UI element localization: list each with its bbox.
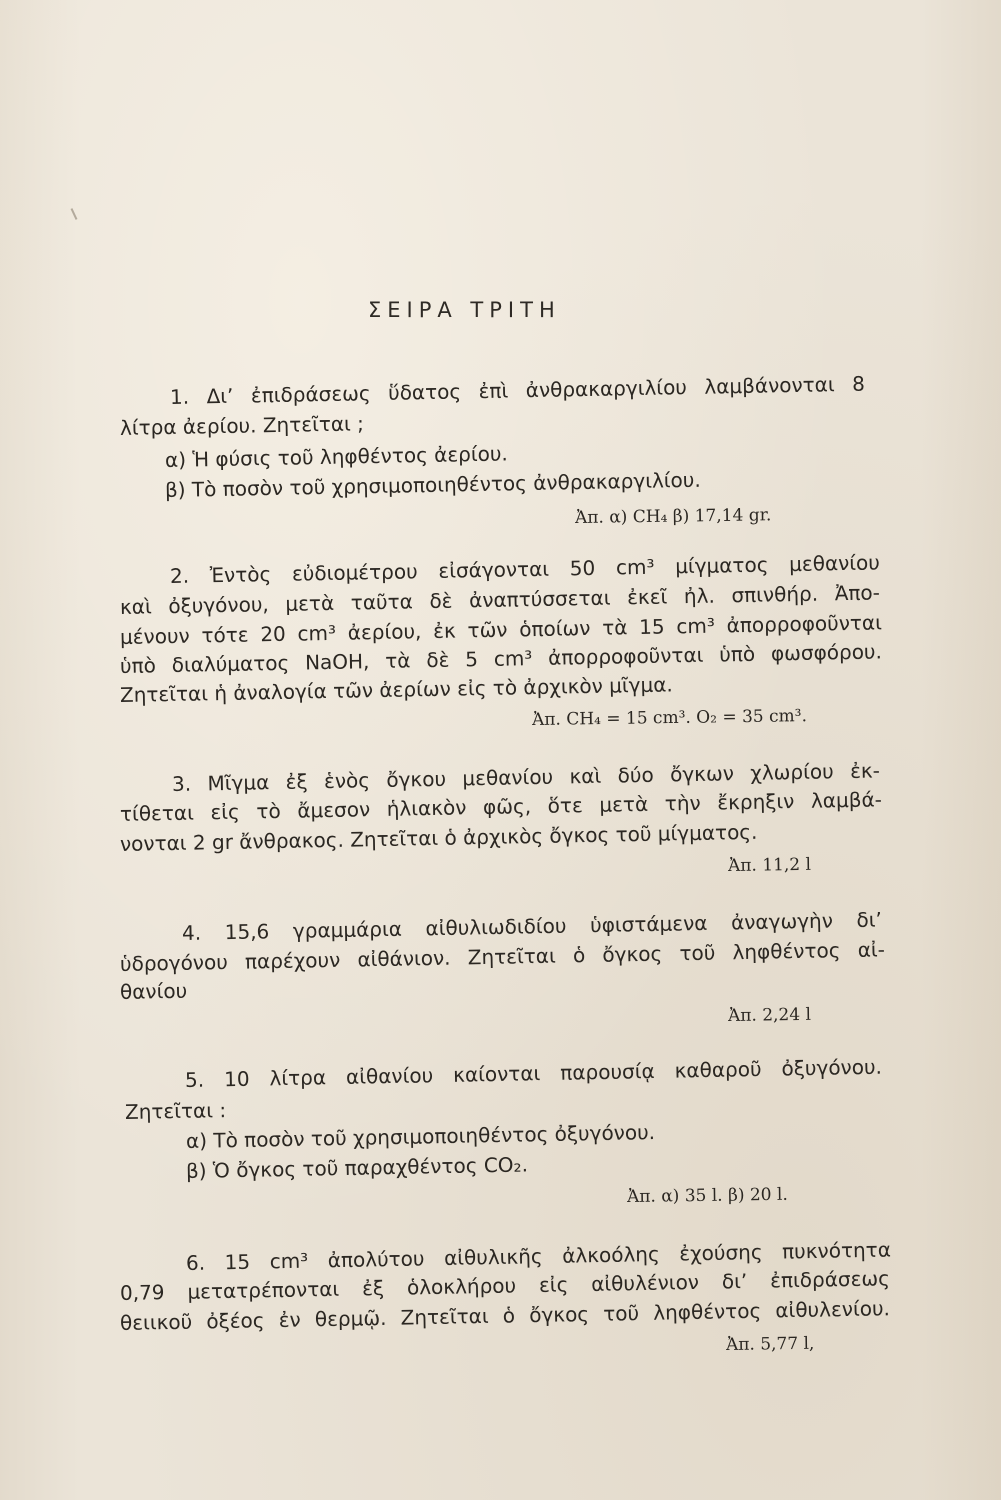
page-title: ΣΕΙΡΑ ΤΡΙΤΗ [368, 298, 561, 322]
problem-5-line-4: β) Ὁ ὄγκος τοῦ παραχθέντος CO₂. [185, 1152, 529, 1183]
problem-6-line-1: 6. 15 cm³ ἀπολύτου αἰθυλικῆς ἀλκοόλης ἐχούσης πυκνότητα [185, 1237, 892, 1275]
problem-3-line-2: τίθεται εἰς τὸ ἄμεσον ἡλιακὸν φῶς, ὅτε μετὰ τὴν ἔκρηξιν λαμβά- [119, 787, 883, 826]
problem-1-line-3: α) Ἡ φύσις τοῦ ληφθέντος ἀερίου. [164, 441, 509, 472]
problem-4-answer: Ἀπ. 2,24 l [727, 1004, 812, 1026]
problem-3-answer: Ἀπ. 11,2 l [727, 854, 812, 876]
problem-6-line-2: 0,79 μετατρέπονται ἐξ ὁλοκλήρου εἰς αἰθυλένιον δι’ ἐπιδράσεως [119, 1266, 891, 1305]
problem-2-line-4: ὑπὸ διαλύματος NaOH, τὰ δὲ 5 cm³ ἀπορροφοῦνται ὑπὸ φωσφόρου. [119, 639, 883, 678]
problem-3-line-1: 3. Μῖγμα ἐξ ἑνὸς ὄγκου μεθανίου καὶ δύο ὄγκων χλωρίου ἐκ- [171, 758, 881, 796]
problem-5-line-1: 5. 10 λίτρα αἰθανίου καίονται παρουσίᾳ καθαροῦ ὀξυγόνου. [184, 1054, 883, 1092]
problem-2-line-5: Ζητεῖται ἡ ἀναλογία τῶν ἀερίων εἰς τὸ ἀρχικὸν μῖγμα. [119, 672, 673, 707]
problem-4-line-2: ὑδρογόνου παρέχουν αἰθάνιον. Ζητεῖται ὁ ὄγκος τοῦ ληφθέντος αἰ- [119, 937, 886, 976]
problem-1-line-4: β) Τὸ ποσὸν τοῦ χρησιμοποιηθέντος ἀνθρακαργιλίου. [164, 467, 701, 502]
problem-2-answer: Ἀπ. CH₄ = 15 cm³. O₂ = 35 cm³. [531, 706, 808, 730]
problem-2-line-3: μένουν τότε 20 cm³ ἀερίου, ἐκ τῶν ὁποίων τὰ 15 cm³ ἀπορροφοῦνται [119, 610, 883, 649]
problem-1-line-2: λίτρα ἀερίου. Ζητεῖται ; [119, 411, 365, 440]
problem-3-line-3: νονται 2 gr ἄνθρακος. Ζητεῖται ὁ ἀρχικὸς ὄγκος τοῦ μίγματος. [119, 819, 758, 856]
problem-6-answer: Ἀπ. 5,77 l, [725, 1333, 815, 1355]
problem-2-line-1: 2. Ἐντὸς εὐδιομέτρου εἰσάγονται 50 cm³ μίγματος μεθανίου [169, 550, 881, 588]
problem-5-answer: Ἀπ. α) 35 l. β) 20 l. [626, 1184, 788, 1207]
problem-4-line-3: θανίου [119, 978, 188, 1004]
scan-speck [71, 208, 78, 220]
problem-2-line-2: καὶ ὀξυγόνου, μετὰ ταῦτα δὲ ἀναπτύσσεται ἐκεῖ ἠλ. σπινθήρ. Ἀπο- [119, 580, 881, 619]
problem-1-line-1: 1. Δι’ ἐπιδράσεως ὕδατος ἐπὶ ἀνθρακαργιλίου λαμβάνονται 8 [169, 371, 866, 409]
problem-4-line-1: 4. 15,6 γραμμάρια αἰθυλιωδιδίου ὑφιστάμενα ἀναγωγὴν δι’ [181, 907, 883, 945]
problem-6-line-3: θειικοῦ ὀξέος ἐν θερμῷ. Ζητεῖται ὁ ὄγκος τοῦ ληφθέντος αἰθυλενίου. [119, 1296, 891, 1335]
problem-5-line-3: α) Τὸ ποσὸν τοῦ χρησιμοποιηθέντος ὀξυγόνου. [185, 1119, 656, 1153]
problem-5-line-2: Ζητεῖται : [124, 1098, 227, 1124]
problem-1-answer: Ἀπ. α) CH₄ β) 17,14 gr. [574, 505, 772, 528]
